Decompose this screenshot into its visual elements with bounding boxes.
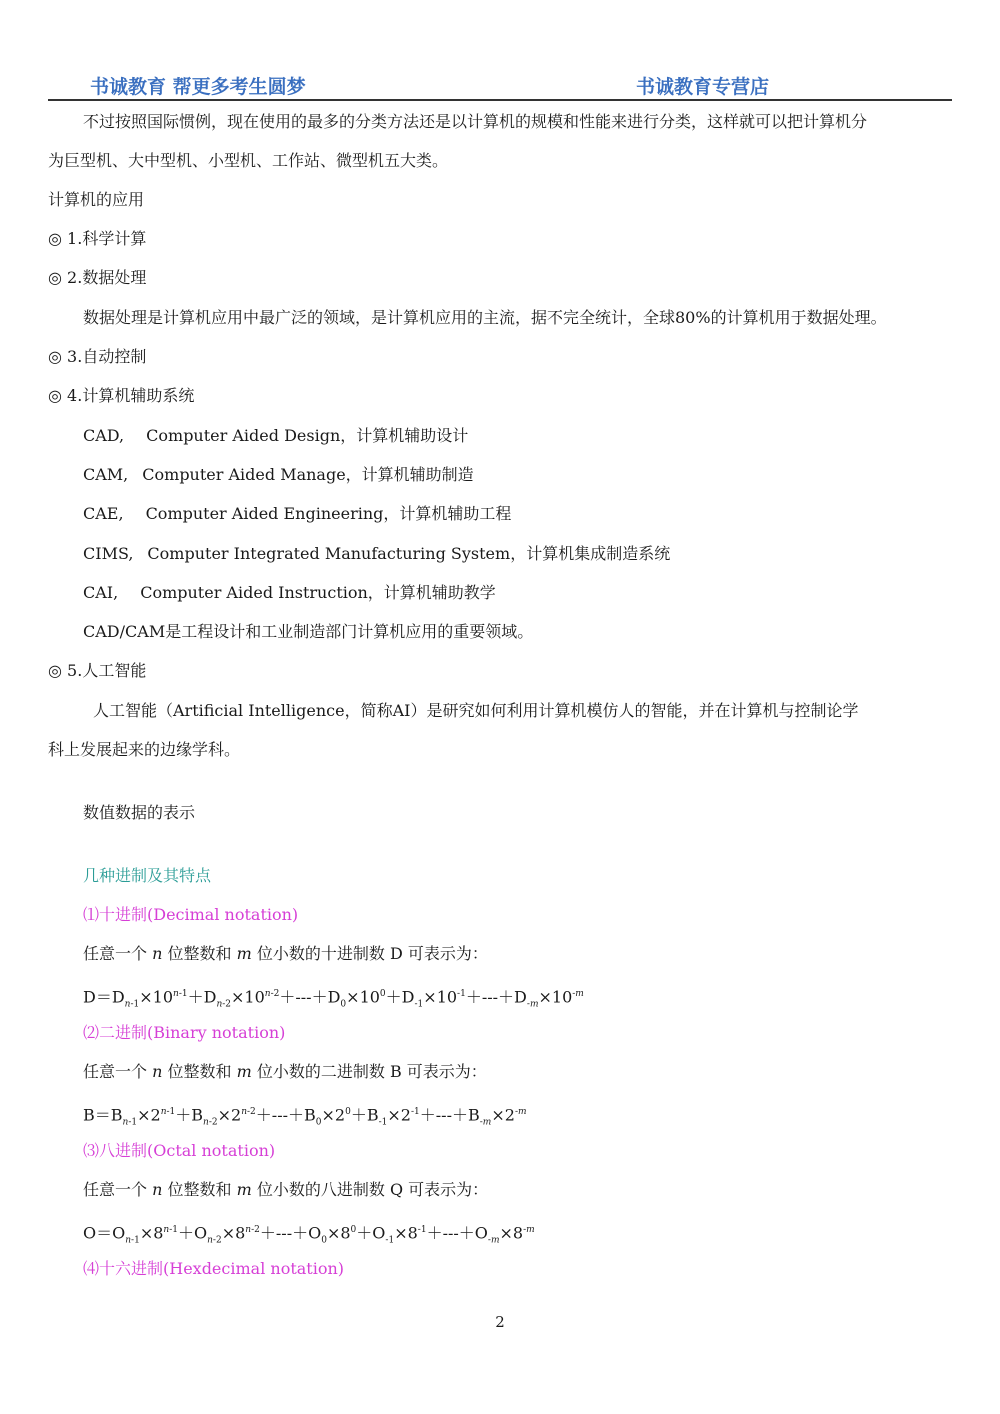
data-processing-desc: 数据处理是计算机应用中最广泛的领域，是计算机应用的主流，据不完全统计，全球80%的计算机用于数据处理。	[83, 308, 887, 327]
item-data-processing: ◎ 2.数据处理	[48, 268, 147, 287]
binary-desc: 任意一个 n 位整数和 m 位小数的二进制数 B 可表示为：	[83, 1062, 487, 1081]
hex-title: ⑷十六进制(Hexdecimal notation)	[83, 1259, 345, 1278]
aided-abbr: CAD,	[83, 426, 125, 445]
item-ai: ◎ 5.人工智能	[48, 661, 147, 680]
aided-abbr: CAE,	[83, 504, 124, 523]
octal-title: ⑶八进制(Octal notation)	[83, 1141, 276, 1160]
aided-row-cai	[83, 582, 496, 604]
item-aided-systems: ◎ 4.计算机辅助系统	[48, 386, 195, 405]
apps-heading: 计算机的应用	[48, 190, 145, 209]
binary-formula: $B=B_{n-1}\times 2^{n-1}+B_{n-2}\times 2^{n-2}+---+B_0\times 2^0+B_{-1}\times 2^{-1}+---+B_{-m}\times 2^{-m}$	[83, 1105, 527, 1128]
aided-abbr: CAI,	[83, 583, 119, 602]
aided-abbr: CIMS,	[83, 544, 134, 563]
ai-desc-line2: 科上发展起来的边缘学科。	[48, 740, 241, 759]
bases-heading: 几种进制及其特点	[83, 866, 212, 885]
ai-desc-line1: 人工智能（Artificial Intelligence，简称AI）是研究如何利用计算机模仿人的智能，并在计算机与控制论学	[93, 701, 859, 720]
decimal-formula: $D=D_{n-1}\times 10^{n-1}+D_{n-2}\times 10^{n-2}+---+D_0\times 10^0+D_{-1}\times 10^{-1}+---+D_{-m}\times 10^{-m}$	[83, 987, 584, 1010]
numeric-heading: 数值数据的表示	[83, 803, 196, 822]
page-number: 2	[495, 1313, 505, 1331]
aided-row-cad	[83, 425, 468, 447]
aided-row-cae	[83, 503, 511, 525]
decimal-title: ⑴十进制(Decimal notation)	[83, 905, 299, 924]
decimal-desc: 任意一个 n 位整数和 m 位小数的十进制数 D 可表示为：	[83, 944, 488, 963]
header-right-title: 书诚教育专营店	[636, 76, 770, 98]
para1-line2: 为巨型机、大中型机、小型机、工作站、微型机五大类。	[48, 151, 449, 170]
aided-desc: Computer Aided Design，计算机辅助设计	[146, 426, 469, 445]
binary-title: ⑵二进制(Binary notation)	[83, 1023, 286, 1042]
aided-desc: Computer Aided Engineering，计算机辅助工程	[145, 504, 512, 523]
aided-desc: Computer Aided Manage，计算机辅助制造	[142, 465, 474, 484]
octal-formula: $O=O_{n-1}\times 8^{n-1}+O_{n-2}\times 8^{n-2}+---+O_0\times 8^0+O_{-1}\times 8^{-1}+---+O_{-m}\times 8^{-m}$	[83, 1223, 535, 1246]
cadcam-note: CAD/CAM是工程设计和工业制造部门计算机应用的重要领域。	[83, 622, 534, 641]
header-divider	[48, 99, 952, 101]
aided-row-cam	[83, 464, 474, 486]
aided-abbr: CAM,	[83, 465, 129, 484]
item-science-computing: ◎ 1.科学计算	[48, 229, 147, 248]
aided-desc: Computer Integrated Manufacturing System，计算机集成制造系统	[147, 544, 671, 563]
para1-line1: 不过按照国际惯例，现在使用的最多的分类方法还是以计算机的规模和性能来进行分类，这样就可以把计算机分	[83, 112, 868, 131]
item-auto-control: ◎ 3.自动控制	[48, 347, 147, 366]
octal-desc: 任意一个 n 位整数和 m 位小数的八进制数 Q 可表示为：	[83, 1180, 489, 1199]
aided-desc: Computer Aided Instruction，计算机辅助教学	[140, 583, 496, 602]
aided-row-cims	[83, 543, 670, 565]
header-left-title: 书诚教育 帮更多考生圆梦	[90, 76, 306, 98]
